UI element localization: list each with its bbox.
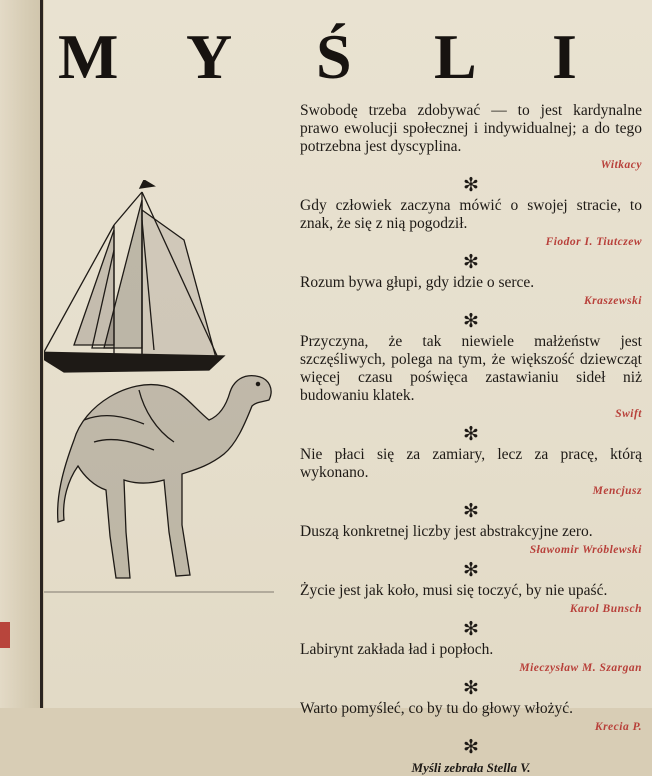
title-letter: L — [434, 21, 477, 92]
quote-block — [300, 446, 642, 499]
quote-author: Sławomir Wróblewski — [529, 544, 642, 556]
asterism-separator-icon: ✻ — [463, 619, 479, 640]
page-spine — [0, 0, 44, 708]
quote-author: Fiodor I. Tiutczew — [545, 236, 642, 248]
quote-text: Nie płaci się za zamiary, lecz za pracę, którą wykonano. — [300, 446, 642, 481]
compiler-credit: Myśli zebrała Stella V. — [411, 760, 531, 775]
asterism-separator-icon: ✻ — [463, 501, 479, 522]
magazine-page — [44, 0, 652, 775]
quotes-column — [300, 102, 642, 776]
quote-author: Kraszewski — [583, 295, 642, 307]
asterism-separator-icon: ✻ — [463, 252, 479, 273]
quote-text: Życie jest jak koło, musi się toczyć, by nie upaść. — [300, 582, 608, 599]
quote-author: Mencjusz — [592, 485, 642, 497]
quote-author: Krecia P. — [594, 721, 642, 733]
quote-block — [300, 102, 642, 173]
quote-block — [300, 197, 642, 250]
asterism-separator-icon: ✻ — [463, 678, 479, 699]
quote-text: Duszą konkretnej liczby jest abstrakcyjne zero. — [300, 523, 593, 540]
ship-on-camel-illustration — [44, 180, 274, 600]
asterism-separator-icon: ✻ — [463, 424, 479, 445]
quote-text: Rozum bywa głupi, gdy idzie o serce. — [300, 274, 535, 291]
quote-block — [300, 700, 642, 735]
quote-block — [300, 274, 642, 309]
quote-block — [300, 641, 642, 676]
quote-author: Swift — [615, 408, 642, 420]
spine-color-tab — [0, 622, 10, 648]
quote-block — [300, 523, 642, 558]
quote-block — [300, 582, 642, 617]
title-letter: Ś — [316, 21, 352, 92]
title-letter: I — [552, 21, 577, 92]
quote-block — [300, 333, 642, 422]
asterism-separator-icon: ✻ — [463, 560, 479, 581]
quote-text: Warto pomyśleć, co by tu do głowy włożyć. — [300, 700, 573, 717]
title-letter: Y — [186, 21, 233, 92]
asterism-separator-icon: ✻ — [463, 737, 479, 758]
quote-author: Witkacy — [600, 159, 642, 171]
quote-author: Karol Bunsch — [569, 603, 642, 615]
quote-text: Swobodę trzeba zdobywać — to jest kardynalne prawo ewolucji społecznej i indywidualnej; a do tego potrzebna jest dyscyplina. — [300, 102, 642, 155]
quote-text: Gdy człowiek zaczyna mówić o swojej stracie, to znak, że się z nią pogodził. — [300, 197, 642, 232]
quote-author: Mieczysław M. Szargan — [519, 662, 642, 674]
spine-binding-line — [40, 0, 43, 708]
quote-text: Labirynt zakłada ład i popłoch. — [300, 641, 494, 658]
asterism-separator-icon: ✻ — [463, 311, 479, 332]
page-title — [58, 22, 618, 92]
title-letter: M — [58, 21, 119, 92]
quote-text: Przyczyna, że tak niewiele małżeństw jest szczęśliwych, polega na tym, że większość dziewcząt więcej czasu poświęca zastawianiu sideł niż budowaniu klatek. — [300, 333, 642, 404]
asterism-separator-icon: ✻ — [463, 175, 479, 196]
